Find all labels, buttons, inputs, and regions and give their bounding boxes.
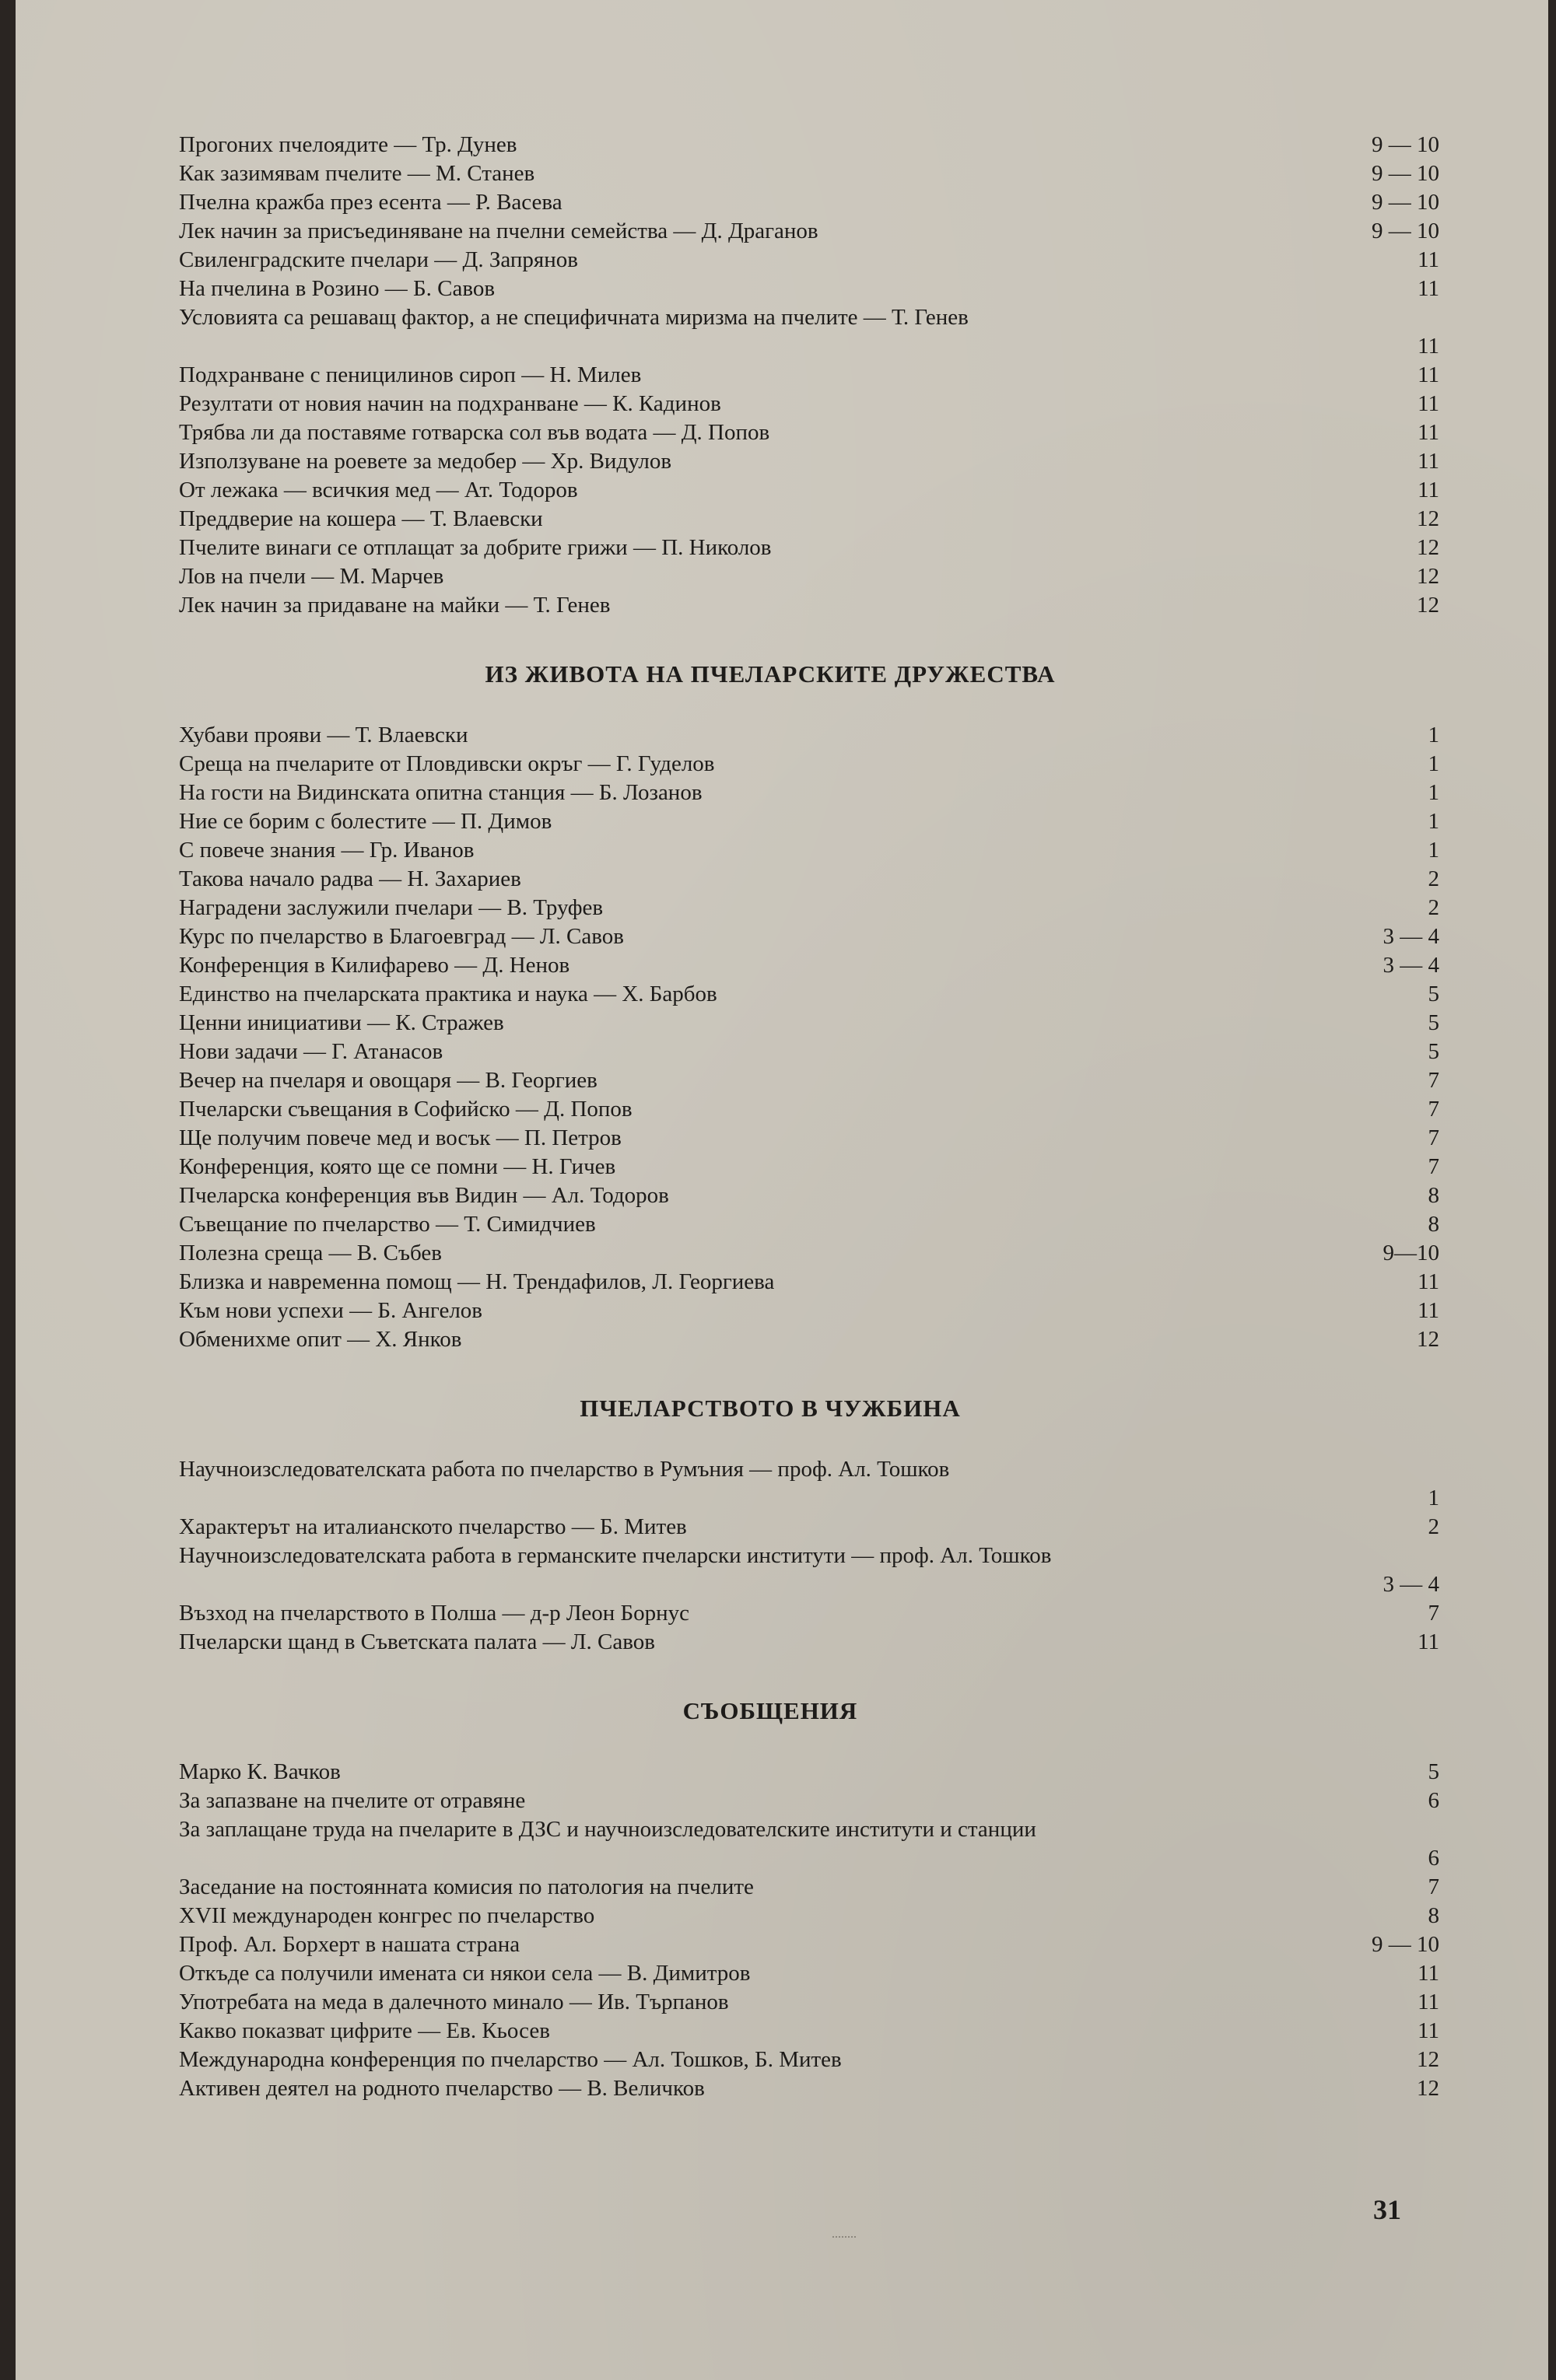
- toc-entry: [179, 361, 1439, 390]
- entry-title: Подхранване с пеницилинов сироп — Н. Милев: [179, 362, 642, 387]
- toc-entry: [179, 1988, 1439, 2017]
- entry-pages: 11: [1418, 276, 1439, 301]
- entry-pages: 6: [1428, 1788, 1439, 1813]
- entry-title: За заплащане труда на пчеларите в ДЗС и научноизследователските институти и станции: [179, 1817, 1036, 1842]
- toc-entry: [179, 721, 1439, 750]
- toc-entry: [179, 476, 1439, 505]
- toc-section: [179, 1385, 1439, 1657]
- toc-entry: [179, 1902, 1439, 1930]
- entry-title: Такова начало радва — Н. Захариев: [179, 866, 521, 891]
- toc-entry: [179, 1124, 1439, 1153]
- entry-title: Какво показват цифрите — Ев. Кьосев: [179, 2018, 550, 2043]
- toc-entry: [179, 1959, 1439, 1988]
- entry-pages: 11: [1418, 1961, 1439, 1986]
- entry-title: Характерът на италианското пчеларство — Б. Митев: [179, 1514, 687, 1539]
- entry-title: Съвещание по пчеларство — Т. Симидчиев: [179, 1212, 596, 1237]
- entry-pages: 1: [1428, 780, 1439, 805]
- toc-section: [179, 1688, 1439, 2103]
- toc-entry: [179, 2046, 1439, 2074]
- section-heading: ПЧЕЛАРСТВОТО В ЧУЖБИНА: [580, 1395, 961, 1422]
- toc-entry: [179, 534, 1439, 562]
- toc-entry: [179, 836, 1439, 865]
- entry-pages: 11: [1418, 334, 1439, 359]
- toc-entry: [179, 980, 1439, 1009]
- toc-entry: [179, 1542, 1439, 1599]
- entry-pages: 9 — 10: [1372, 219, 1439, 243]
- toc-entry: [179, 1038, 1439, 1066]
- entry-title: Резултати от новия начин на подхранване — К. Кадинов: [179, 391, 721, 416]
- entry-pages: 12: [1417, 564, 1439, 589]
- toc-entry: [179, 1455, 1439, 1513]
- entry-pages: 5: [1428, 1759, 1439, 1784]
- print-specks: [832, 2236, 856, 2242]
- entry-title: Курс по пчеларство в Благоевград — Л. Савов: [179, 924, 624, 949]
- toc-entry: [179, 390, 1439, 418]
- toc-entry: [179, 1599, 1439, 1628]
- entry-title: Вечер на пчеларя и овощаря — В. Георгиев: [179, 1068, 598, 1093]
- entry-pages: 11: [1418, 1990, 1439, 2014]
- entry-pages: 12: [1417, 2076, 1439, 2101]
- entry-pages: 3 — 4: [1383, 924, 1439, 949]
- entry-title: За запазване на пчелите от отравяне: [179, 1788, 526, 1813]
- toc-entry: [179, 951, 1439, 980]
- entry-pages: 8: [1428, 1183, 1439, 1208]
- entry-title: От лежака — всичкия мед — Ат. Тодоров: [179, 478, 578, 502]
- toc-entry: [179, 807, 1439, 836]
- toc-entry: [179, 1153, 1439, 1181]
- toc-entry: [179, 1210, 1439, 1239]
- entry-title: Обменихме опит — Х. Янков: [179, 1327, 462, 1352]
- entry-pages: 7: [1428, 1068, 1439, 1093]
- entry-title: Трябва ли да поставяме готварска сол във водата — Д. Попов: [179, 420, 770, 445]
- toc-entry: [179, 1325, 1439, 1354]
- entry-title: Научноизследователската работа по пчеларство в Румъния — проф. Ал. Тошков: [179, 1457, 950, 1482]
- entry-pages: 1: [1428, 838, 1439, 863]
- entry-pages: 3 — 4: [1383, 953, 1439, 978]
- entry-pages: 11: [1418, 1298, 1439, 1323]
- entry-pages: 5: [1428, 1010, 1439, 1035]
- entry-title: Употребата на меда в далечното минало — Ив. Търпанов: [179, 1990, 729, 2014]
- entry-title: Ценни инициативи — К. Стражев: [179, 1010, 504, 1035]
- toc-entry: [179, 1758, 1439, 1787]
- entry-pages: 11: [1418, 362, 1439, 387]
- entry-title: Среща на пчеларите от Пловдивски окръг — Г. Гуделов: [179, 751, 715, 776]
- table-of-contents: [179, 131, 1439, 2103]
- entry-pages: 7: [1428, 1874, 1439, 1899]
- toc-entry: [179, 1513, 1439, 1542]
- entry-pages: 9 — 10: [1372, 132, 1439, 157]
- toc-section: [179, 651, 1439, 1354]
- entry-pages: 6: [1428, 1846, 1439, 1871]
- entry-title: Условията са решаващ фактор, а не специфичната миризма на пчелите — Т. Генев: [179, 305, 969, 330]
- toc-entry: [179, 2017, 1439, 2046]
- entry-title: С повече знания — Гр. Иванов: [179, 838, 475, 863]
- entry-title: Откъде са получили имената си някои села — В. Димитров: [179, 1961, 751, 1986]
- entry-title: Заседание на постоянната комисия по патология на пчелите: [179, 1874, 754, 1899]
- entry-title: Към нови успехи — Б. Ангелов: [179, 1298, 482, 1323]
- entry-title: Ние се борим с болестите — П. Димов: [179, 809, 552, 834]
- entry-pages: 12: [1417, 1327, 1439, 1352]
- entry-title: Полезна среща — В. Събев: [179, 1241, 442, 1265]
- entry-pages: 7: [1428, 1601, 1439, 1626]
- entry-title: Пчелна кражба през есента — Р. Васева: [179, 190, 562, 215]
- toc-entry: [179, 1066, 1439, 1095]
- entry-pages: 1: [1428, 751, 1439, 776]
- entry-pages: 12: [1417, 2047, 1439, 2072]
- toc-entry: [179, 1930, 1439, 1959]
- entry-pages: 1: [1428, 809, 1439, 834]
- toc-entry: [179, 562, 1439, 591]
- entry-title: Прогоних пчелоядите — Тр. Дунев: [179, 132, 517, 157]
- toc-entry: [179, 1628, 1439, 1657]
- entry-pages: 1: [1428, 1486, 1439, 1510]
- entry-pages: 9 — 10: [1372, 190, 1439, 215]
- entry-title: Конференция в Килифарево — Д. Ненов: [179, 953, 570, 978]
- entry-pages: 11: [1418, 1629, 1439, 1654]
- toc-entry: [179, 591, 1439, 620]
- entry-title: XVII международен конгрес по пчеларство: [179, 1903, 595, 1928]
- entry-pages: 2: [1428, 1514, 1439, 1539]
- entry-pages: 9 — 10: [1372, 1932, 1439, 1957]
- entry-title: Близка и навременна помощ — Н. Трендафилов, Л. Георгиева: [179, 1269, 775, 1294]
- toc-entry: [179, 750, 1439, 779]
- entry-title: Преддверие на кошера — Т. Влаевски: [179, 506, 543, 531]
- entry-title: Научноизследователската работа в германските пчеларски институти — проф. Ал. Тошков: [179, 1543, 1052, 1568]
- toc-entry: [179, 131, 1439, 159]
- entry-pages: 11: [1418, 2018, 1439, 2043]
- entry-title: Лек начин за придаване на майки — Т. Генев: [179, 593, 611, 618]
- entry-pages: 11: [1418, 420, 1439, 445]
- entry-pages: 11: [1418, 449, 1439, 474]
- entry-title: Марко К. Вачков: [179, 1759, 341, 1784]
- toc-entry: [179, 894, 1439, 922]
- toc-entry: [179, 275, 1439, 303]
- toc-entry: [179, 1873, 1439, 1902]
- entry-title: Проф. Ал. Борхерт в нашата страна: [179, 1932, 520, 1957]
- toc-section: [179, 131, 1439, 620]
- entry-title: Използуване на роевете за медобер — Хр. Видулов: [179, 449, 672, 474]
- toc-entry: [179, 2074, 1439, 2103]
- toc-entry: [179, 779, 1439, 807]
- entry-pages: 8: [1428, 1212, 1439, 1237]
- entry-pages: 8: [1428, 1903, 1439, 1928]
- entry-title: Пчеларска конференция във Видин — Ал. Тодоров: [179, 1183, 669, 1208]
- entry-pages: 2: [1428, 866, 1439, 891]
- entry-title: Свиленградските пчелари — Д. Запрянов: [179, 247, 578, 272]
- entry-title: Пчелите винаги се отплащат за добрите грижи — П. Николов: [179, 535, 772, 560]
- entry-pages: 7: [1428, 1125, 1439, 1150]
- entry-pages: 2: [1428, 895, 1439, 920]
- entry-pages: 9—10: [1383, 1241, 1439, 1265]
- toc-entry: [179, 505, 1439, 534]
- entry-title: Как зазимявам пчелите — М. Станев: [179, 161, 535, 186]
- entry-title: Наградени заслужили пчелари — В. Труфев: [179, 895, 604, 920]
- entry-title: Нови задачи — Г. Атанасов: [179, 1039, 443, 1064]
- entry-pages: 11: [1418, 247, 1439, 272]
- entry-title: Лов на пчели — М. Марчев: [179, 564, 444, 589]
- book-page: [16, 0, 1548, 2380]
- toc-entry: [179, 447, 1439, 476]
- entry-pages: 5: [1428, 982, 1439, 1006]
- toc-entry: [179, 159, 1439, 188]
- entry-title: Лек начин за присъединяване на пчелни семейства — Д. Драганов: [179, 219, 818, 243]
- entry-title: На пчелина в Розино — Б. Савов: [179, 276, 496, 301]
- entry-title: Ще получим повече мед и восък — П. Петров: [179, 1125, 622, 1150]
- toc-entry: [179, 865, 1439, 894]
- entry-pages: 11: [1418, 391, 1439, 416]
- entry-title: Активен деятел на родното пчеларство — В. Величков: [179, 2076, 705, 2101]
- entry-pages: 5: [1428, 1039, 1439, 1064]
- entry-title: Конференция, която ще се помни — Н. Гичев: [179, 1154, 616, 1179]
- entry-title: На гости на Видинската опитна станция — Б. Лозанов: [179, 780, 703, 805]
- toc-entry: [179, 1181, 1439, 1210]
- entry-title: Международна конференция по пчеларство — Ал. Тошков, Б. Митев: [179, 2047, 842, 2072]
- toc-entry: [179, 1297, 1439, 1325]
- entry-pages: 12: [1417, 593, 1439, 618]
- entry-title: Пчеларски съвещания в Софийско — Д. Попов: [179, 1097, 633, 1122]
- toc-entry: [179, 1009, 1439, 1038]
- toc-entry: [179, 1095, 1439, 1124]
- entry-pages: 9 — 10: [1372, 161, 1439, 186]
- entry-pages: 3 — 4: [1383, 1572, 1439, 1597]
- entry-title: Възход на пчеларството в Полша — д-р Леон Борнус: [179, 1601, 690, 1626]
- section-heading: СЪОБЩЕНИЯ: [682, 1697, 858, 1724]
- toc-entry: [179, 922, 1439, 951]
- toc-entry: [179, 1268, 1439, 1297]
- toc-entry: [179, 1815, 1439, 1873]
- entry-pages: 7: [1428, 1154, 1439, 1179]
- entry-title: Единство на пчеларската практика и наука — Х. Барбов: [179, 982, 717, 1006]
- toc-entry: [179, 1787, 1439, 1815]
- entry-pages: 11: [1418, 478, 1439, 502]
- entry-pages: 1: [1428, 723, 1439, 747]
- toc-entry: [179, 217, 1439, 246]
- toc-entry: [179, 188, 1439, 217]
- section-heading: ИЗ ЖИВОТА НА ПЧЕЛАРСКИТЕ ДРУЖЕСТВА: [485, 660, 1056, 688]
- toc-entry: [179, 418, 1439, 447]
- entry-title: Хубави прояви — Т. Влаевски: [179, 723, 468, 747]
- toc-entry: [179, 246, 1439, 275]
- toc-entry: [179, 303, 1439, 361]
- entry-title: Пчеларски щанд в Съветската палата — Л. Савов: [179, 1629, 655, 1654]
- entry-pages: 11: [1418, 1269, 1439, 1294]
- entry-pages: 12: [1417, 535, 1439, 560]
- toc-entry: [179, 1239, 1439, 1268]
- entry-pages: 7: [1428, 1097, 1439, 1122]
- page-number: 31: [1373, 2194, 1401, 2225]
- entry-pages: 12: [1417, 506, 1439, 531]
